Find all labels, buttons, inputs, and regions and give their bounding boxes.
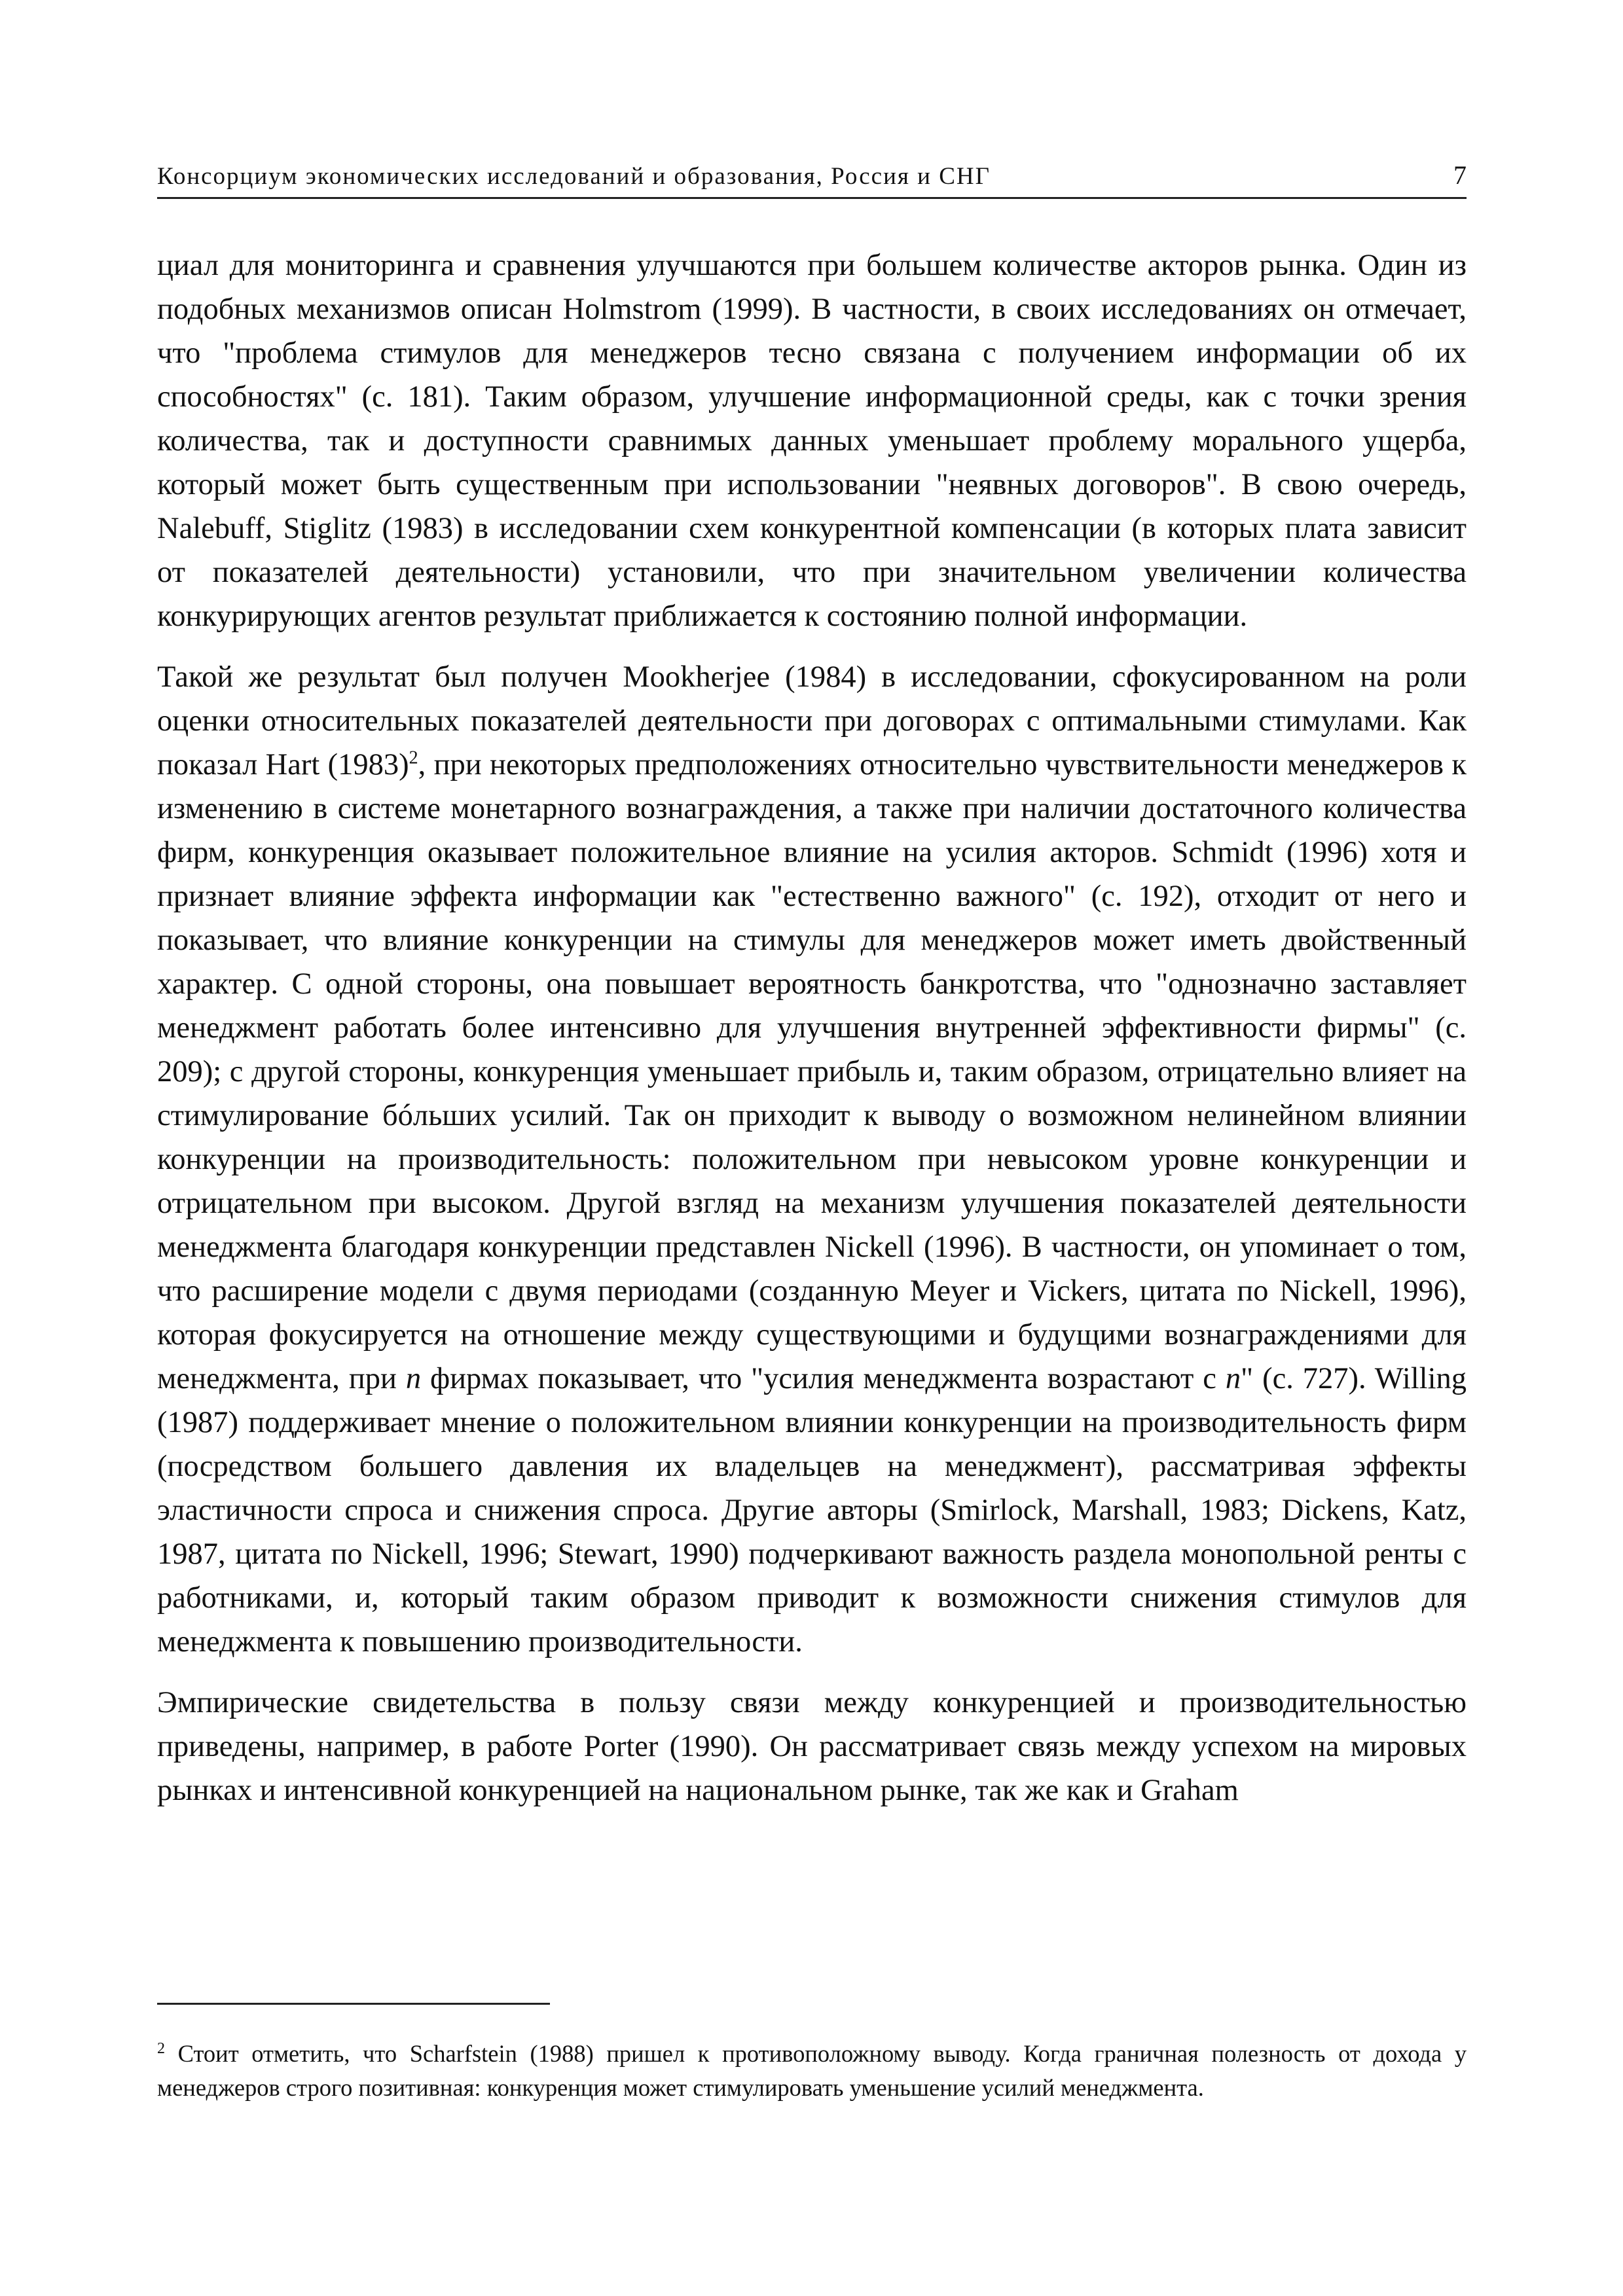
paragraph-2 <box>157 655 1467 1664</box>
variable-n: n <box>1225 1362 1241 1395</box>
running-header <box>157 154 1467 199</box>
paragraph-2-part-c: фирмах показывает, что "усилия менеджмента возрастают с <box>430 1362 1216 1395</box>
paragraph-2-part-a: Такой же результат был получен Mookherjee (1984) в исследовании, сфокусированном на роли оценки относительных показателей деятельности при договорах с оптимальными стимулами. Как показал Hart (1983) <box>157 660 1467 781</box>
paragraph-2-part-b: , при некоторых предположениях относительно чувствительности менеджеров к изменению в системе монетарного вознаграждения, а также при наличии достаточного количества фирм, конкуренция оказывает положительное влияние на усилия акторов. Schmidt (1996) хотя и признает влияние эффекта информации как "естественно важного" (с. 192), отходит от него и показывает, что влияние конкуренции на стимулы для менеджеров может иметь двойственный характер. С одной стороны, она повышает вероятность банкротства, что "однозначно заставляет менеджмент работать более интенсивно для улучшения внутренней эффективности фирмы" (с. 209); с другой стороны, конкуренция уменьшает прибыль и, таким образом, отрицательно влияет на стимулирование бóльших усилий. Так он приходит к выводу о возможном нелинейном влиянии конкуренции на производительность: положительном при невысоком уровне конкуренции и отрицательном при высоком. Другой взгляд на механизм улучшения показателей деятельности менеджмента благодаря конкуренции представлен Nickell (1996). В частности, он упоминает о том, что расширение модели с двумя периодами (созданную Meyer и Vickers, цитата по Nickell, 1996), которая фокусируется на отношение между существующими и будущими вознаграждениями для менеджмента, при <box>157 748 1467 1395</box>
main-text <box>157 243 1467 1829</box>
paragraph-3: Эмпирические свидетельства в пользу связи между конкуренцией и производительностью приведены, например, в работе Porter (1990). Он рассматривает связь между успехом на мировых рынках и интенсивной конкуренцией на национальном рынке, так же как и Graham <box>157 1686 1467 1807</box>
header-title: Консорциум экономических исследований и образования, Россия и СНГ <box>157 163 991 190</box>
footnote-marker: 2 <box>157 2039 165 2057</box>
paragraph-1: циал для мониторинга и сравнения улучшаются при большем количестве акторов рынка. Один из подобных механизмов описан Holmstrom (1999). В частности, в своих исследованиях он отмечает, что "проблема стимулов для менеджеров тесно связана с получением информации об их способностях" (с. 181). Таким образом, улучшение информационной среды, как с точки зрения количества, так и доступности сравнимых данных уменьшает проблему морального ущерба, который может быть существенным при использовании "неявных договоров". В свою очередь, Nalebuff, Stiglitz (1983) в исследовании схем конкурентной компенсации (в которых плата зависит от показателей деятельности) установили, что при значительном увеличении количества конкурирующих агентов результат приближается к состоянию полной информации. <box>157 249 1467 633</box>
footnote <box>157 2037 1467 2105</box>
variable-n: n <box>405 1362 422 1395</box>
paragraph-2-part-d: " (с. 727). Willing (1987) поддерживает мнение о положительном влиянии конкуренции на производительность фирм (посредством большего давления их владельцев на менеджмент), рассматривая эффекты эластичности спроса и снижения спроса. Другие авторы (Smirlock, Marshall, 1983; Dickens, Katz, 1987, цитата по Nickell, 1996; Stewart, 1990) подчеркивают важность раздела монопольной ренты с работниками, и, который таким образом приводит к возможности снижения стимулов для менеджмента к повышению производительности. <box>157 1362 1467 1659</box>
footnote-text: Стоит отметить, что Scharfstein (1988) пришел к противоположному выводу. Когда граничная полезность от дохода у менеджеров строго позитивная: конкуренция может стимулировать уменьшение усилий менеджмента. <box>157 2040 1467 2101</box>
footnote-divider <box>157 2003 550 2005</box>
footnote-ref: 2 <box>409 747 418 768</box>
page-number: 7 <box>1453 160 1467 190</box>
